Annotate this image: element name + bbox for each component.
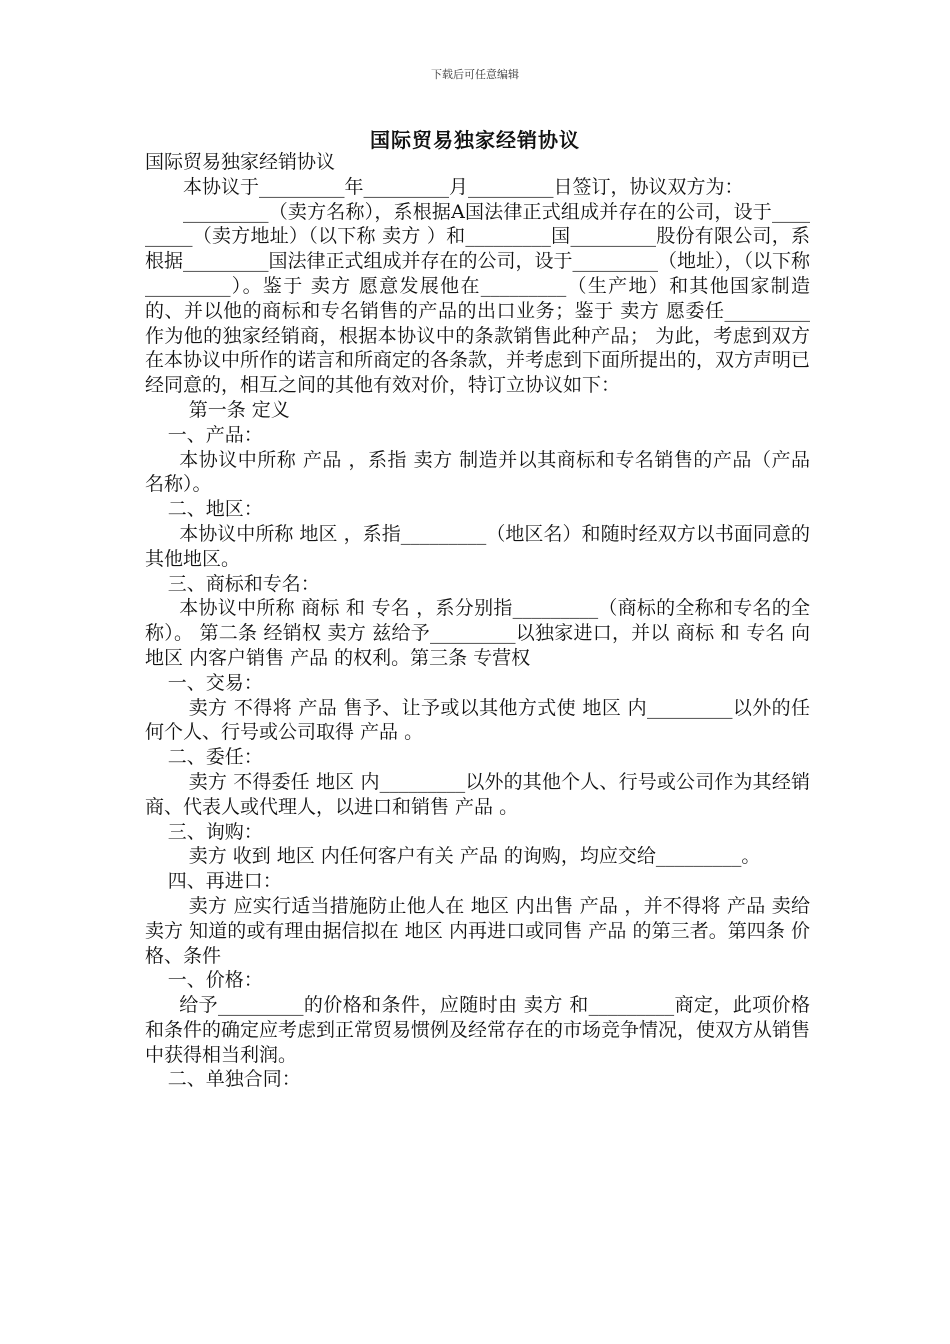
paragraph: 一、价格： [167, 969, 263, 992]
paragraph: 第一条 定义 [188, 398, 290, 421]
paragraph: 四、再进口： [167, 870, 282, 893]
paragraph: 一、交易： [167, 671, 263, 694]
paragraph: 卖方 收到 地区 内任何客户有关 产品 的询购，均应交给_________。 [188, 845, 761, 868]
paragraph: 三、询购： [167, 820, 263, 843]
paragraph: 卖方 应实行适当措施防止他人在 地区 内出售 产品 ，并不得将 产品 卖给 卖方 知道的或有理由据信拟在 地区 内再进口或同售 产品 的第三者。第四条 价格、条件 [145, 894, 810, 967]
paragraph: 给予_________的价格和条件，应随时由 卖方 和_________商定，此项价格和条件的确定应考虑到正常贸易惯例及经常存在的市场竞争情况，使双方从销售中获得相当利润。 [145, 994, 811, 1066]
document-title: 国际贸易独家经销协议 [370, 128, 580, 152]
paragraph: _________（卖方名称），系根据A国法律正式组成并存在的公司，设于_________（卖方地址）（以下称 卖方 ）和_________国_________股份有限公司，系根据_________国法律正式组成并存在的公司，设于_________（地址），（以下称_________）。鉴于 卖方 愿意发展他在_________（生产地）和其他国家制造的、并以他的商标和专名销售的产品的出口业务；鉴于 卖方 愿委任_________作为他的独家经销商，根据本协议中的条款销售此种产品； 为此，考虑到双方在本协议中所作的诺言和所商定的各条款，并考虑到下面所提出的，双方声明已经同意的，相互之间的其他有效对价，特订立协议如下： [145, 200, 811, 397]
document-body [145, 150, 810, 1092]
paragraph: 二、委任： [167, 746, 263, 769]
paragraph: 二、单独合同： [167, 1068, 301, 1091]
paragraph: 本协议中所称 产品 ，系指 卖方 制造并以其商标和专名销售的产品（产品名称）。 [145, 448, 810, 496]
paragraph: 卖方 不得将 产品 售予、让予或以其他方式使 地区 内_________以外的任何个人、行号或公司取得 产品 。 [145, 696, 810, 744]
header-note: 下载后可任意编辑 [431, 68, 519, 81]
paragraph: 本协议中所称 商标 和 专名 ，系分别指_________（商标的全称和专名的全称）。 第二条 经销权 卖方 兹给予_________以独家进口，并以 商标 和 专名 向 地区 内客户销售 产品 的权利。第三条 专营权 [145, 597, 810, 669]
paragraph: 国际贸易独家经销协议 [145, 151, 336, 173]
paragraph: 卖方 不得委任 地区 内_________以外的其他个人、行号或公司作为其经销商、代表人或代理人，以进口和销售 产品 。 [145, 770, 810, 818]
paragraph: 本协议于_________年_________月_________日签订，协议双方为： [183, 175, 744, 198]
paragraph: 一、产品： [167, 423, 263, 446]
paragraph: 本协议中所称 地区 ，系指_________（地区名）和随时经双方以书面同意的其他地区。 [145, 522, 810, 570]
paragraph: 二、地区： [167, 498, 263, 521]
paragraph: 三、商标和专名： [167, 572, 320, 595]
